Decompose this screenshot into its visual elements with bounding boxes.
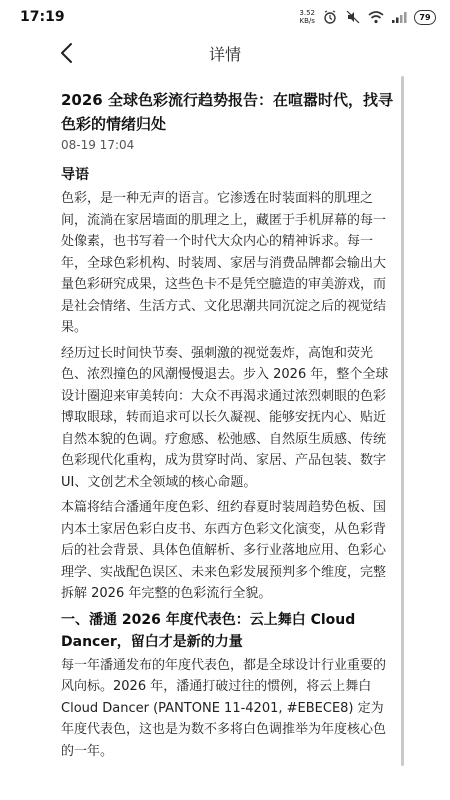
wifi-icon (368, 10, 384, 24)
mute-icon (345, 10, 361, 24)
status-time: 17:19 (20, 9, 65, 25)
network-speed-value: 3.52 (299, 9, 315, 17)
page-title: 详情 (208, 44, 241, 64)
battery-icon (414, 10, 436, 25)
nav-bar (0, 34, 450, 72)
section-heading: 一、潘通 2026 年度代表色：云上舞白 Cloud Dancer，留白才是新的力量 (61, 611, 356, 650)
back-button[interactable] (52, 38, 80, 68)
paragraph: 本篇将结合潘通年度色彩、纽约春夏时装周趋势色板、国内本土家居色彩白皮书、东西方色彩文化演变，从色彩背后的社会背景、具体色值解析、多行业落地应用、色彩心理学、实战配色误区、未来色彩发展预判多个维度，完整拆解 2026 年完整的色彩流行全貌。 (61, 500, 387, 601)
network-speed (299, 9, 315, 25)
alarm-icon (322, 10, 338, 24)
article-content[interactable] (0, 72, 450, 800)
network-speed-unit: KB/s (299, 17, 315, 25)
paragraph: 每一年潘通发布的年度代表色，都是全球设计行业重要的风向标。2026 年，潘通打破过往的惯例，将云上舞白 Cloud Dancer (PANTONE 11-4201, #EBECE8) 定为年度代表色，这也是为数不多将白色调推举为年度核心色的一年。 (61, 657, 387, 759)
chevron-left-icon (59, 42, 73, 64)
intro-heading: 导语 (61, 167, 89, 183)
article-body (61, 164, 396, 762)
article-date: 08-19 17:04 (61, 138, 135, 152)
status-bar (0, 0, 450, 34)
paragraph: 经历过长时间快节奏、强刺激的视觉轰炸，高饱和荧光色、浓烈撞色的风潮慢慢退去。步入 2026 年，整个全球设计圈迎来审美转向：大众不再渴求通过浓烈刺眼的色彩博取眼球，转而追求可以长久凝视、能够安抚内心、贴近自然本貌的色调。疗愈感、松弛感、自然原生质感、传统色彩现代化重构，成为贯穿时尚、家居、产品包装、数字 UI、文创艺术全领域的核心命题。 (61, 345, 389, 490)
battery-level: 79 (419, 12, 431, 22)
scrollbar[interactable] (401, 76, 404, 766)
signal-icon (391, 10, 407, 24)
article-title: 2026 全球色彩流行趋势报告：在喧嚣时代，找寻色彩的情绪归处 (61, 91, 393, 133)
status-icons (299, 9, 436, 25)
paragraph: 色彩，是一种无声的语言。它渗透在时装面料的肌理之间，流淌在家居墙面的肌理之上，藏匿于手机屏幕的每一处像素，也书写着一个时代大众内心的精神诉求。每一年，全球色彩机构、时装周、家居与消费品牌都会输出大量色彩研究成果，这些色卡不是凭空臆造的审美游戏，而是社会情绪、生活方式、文化思潮共同沉淀之后的视觉结果。 (61, 191, 387, 335)
